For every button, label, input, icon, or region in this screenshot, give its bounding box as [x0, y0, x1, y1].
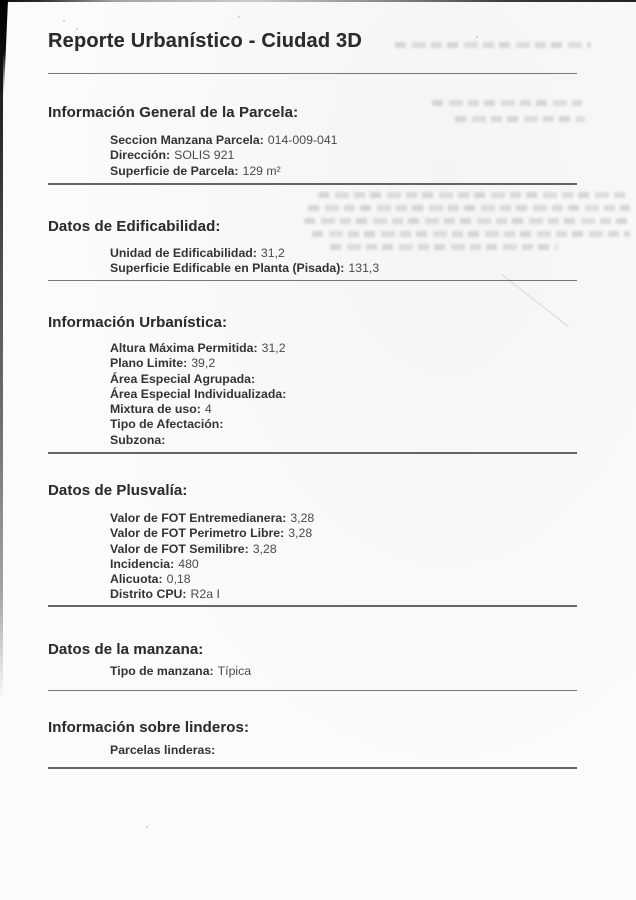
field-value: R2a I	[190, 587, 220, 602]
field-label: Tipo de manzana:	[110, 664, 214, 678]
field-label: Valor de FOT Entremedianera:	[110, 511, 287, 525]
field-row	[110, 572, 314, 587]
scan-edge-corner	[0, 0, 8, 96]
field-label: Valor de FOT Perimetro Libre:	[110, 526, 285, 541]
scan-edge-left	[0, 0, 3, 700]
field-row	[110, 511, 314, 526]
bleed-through-line	[432, 100, 582, 106]
bleed-through-line	[455, 116, 585, 122]
field-label: Área Especial Individualizada:	[110, 386, 287, 401]
bleed-through-line	[308, 205, 630, 211]
field-row	[110, 557, 314, 572]
field-label: Subzona:	[110, 432, 166, 447]
field-label: Seccion Manzana Parcela:	[110, 133, 264, 147]
bleed-through-line	[395, 42, 591, 48]
section-heading-informacion-general: Información General de la Parcela:	[48, 104, 299, 121]
field-value: 31,2	[260, 246, 285, 260]
divider	[48, 280, 577, 281]
field-label: Distrito CPU:	[110, 587, 187, 602]
field-value: 129 m²	[242, 163, 281, 178]
bleed-through-line	[318, 192, 630, 198]
section-heading-datos-edificabilidad: Datos de Edificabilidad:	[48, 218, 221, 235]
field-row	[110, 542, 314, 557]
page-title: Reporte Urbanístico - Ciudad 3D	[48, 30, 363, 52]
paper-crease	[501, 274, 569, 328]
field-value: SOLIS 921	[174, 148, 235, 163]
field-label: Tipo de Afectación:	[110, 417, 224, 432]
field-value: 014-009-041	[267, 133, 338, 147]
field-value: 3,28	[288, 526, 313, 541]
field-row	[110, 387, 290, 402]
field-row	[110, 417, 290, 432]
section-fields-informacion-urbanistica	[110, 341, 290, 448]
field-label: Mixtura de uso:	[110, 402, 201, 417]
field-value: 3,28	[252, 541, 277, 556]
field-value: 480	[178, 556, 199, 571]
bleed-through-line	[304, 218, 632, 224]
field-label: Alicuota:	[110, 572, 163, 587]
field-row	[110, 433, 290, 448]
field-row	[110, 133, 338, 148]
field-row	[110, 246, 379, 261]
divider	[48, 452, 577, 454]
field-label: Parcelas linderas:	[110, 743, 216, 757]
field-label: Valor de FOT Semilibre:	[110, 541, 249, 556]
section-heading-datos-plusvalia: Datos de Plusvalía:	[48, 482, 188, 499]
field-value: 4	[204, 402, 212, 417]
field-value: 39,2	[191, 356, 216, 371]
section-fields-informacion-linderos	[110, 743, 219, 758]
scan-speck	[146, 826, 148, 828]
field-row	[110, 164, 338, 179]
divider	[48, 73, 577, 74]
field-label: Área Especial Agrupada:	[110, 371, 256, 386]
field-value: 131,3	[348, 261, 380, 276]
field-label: Superficie Edificable en Planta (Pisada):	[110, 261, 345, 276]
field-value: Típica	[217, 664, 252, 678]
section-heading-informacion-urbanistica: Información Urbanística:	[48, 314, 228, 331]
field-value: 31,2	[261, 341, 286, 355]
field-value: 0,18	[166, 572, 191, 587]
scan-speck	[63, 20, 65, 22]
field-row	[110, 341, 290, 356]
scan-edge-top	[0, 0, 636, 2]
bleed-through-line	[312, 231, 630, 237]
field-value: 3,28	[290, 511, 315, 525]
divider	[48, 690, 577, 691]
divider	[48, 183, 577, 185]
section-fields-datos-edificabilidad	[110, 246, 379, 277]
field-row	[110, 664, 251, 679]
field-row	[110, 402, 290, 417]
section-heading-informacion-linderos: Información sobre linderos:	[48, 719, 250, 736]
section-fields-informacion-general	[110, 133, 338, 179]
field-label: Dirección:	[110, 148, 171, 163]
scan-speck	[476, 36, 478, 38]
section-fields-datos-plusvalia	[110, 511, 314, 603]
field-label: Incidencia:	[110, 556, 175, 571]
section-fields-datos-manzana	[110, 664, 251, 679]
field-label: Plano Limite:	[110, 356, 188, 371]
field-row	[110, 372, 290, 387]
divider	[48, 767, 577, 769]
field-label: Superficie de Parcela:	[110, 163, 239, 178]
field-row	[110, 148, 338, 163]
field-row	[110, 261, 379, 276]
field-label: Unidad de Edificabilidad:	[110, 246, 257, 260]
field-label: Altura Máxima Permitida:	[110, 341, 258, 355]
field-row	[110, 526, 314, 541]
field-row	[110, 743, 219, 758]
scan-speck	[238, 16, 240, 18]
field-row	[110, 587, 314, 602]
field-row	[110, 356, 290, 371]
section-heading-datos-manzana: Datos de la manzana:	[48, 641, 204, 658]
divider	[48, 605, 577, 607]
